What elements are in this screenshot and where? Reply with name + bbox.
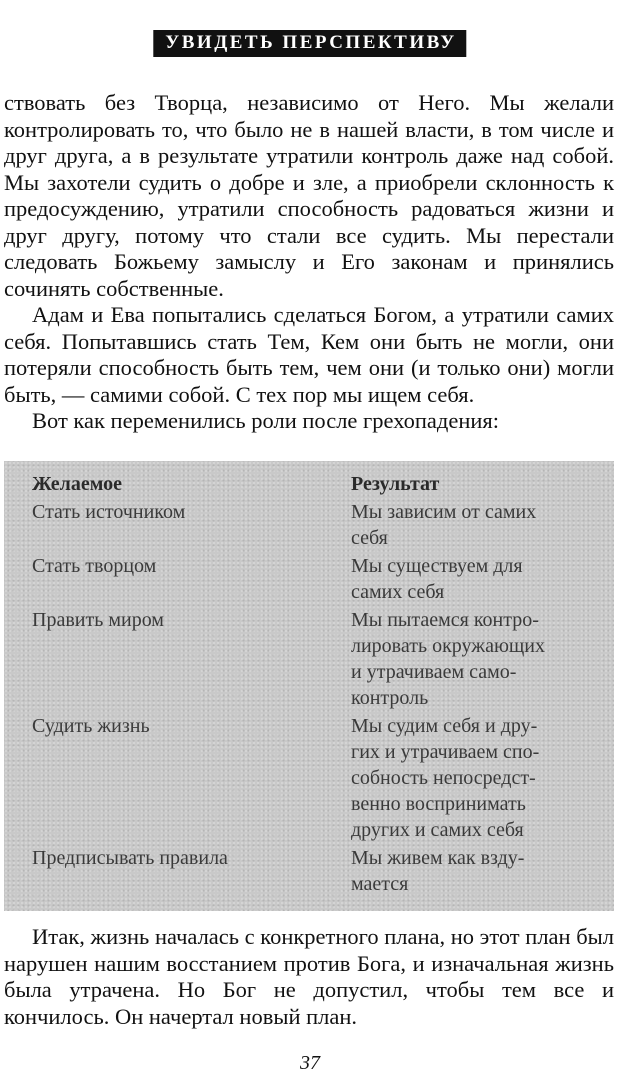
page-number: 37 <box>300 1052 320 1074</box>
comparison-table <box>32 471 602 899</box>
table-header-result: Результат <box>351 473 440 495</box>
table-cell-desired: Предписывать правила <box>32 847 228 869</box>
table-cell-result: Мы пытаемся контро- лировать окружающих и утрачиваем само- контроль <box>351 609 546 709</box>
paragraph: Итак, жизнь началась с конкретного плана, но этот план был нарушен нашим восстанием против Бога, и изначальная жизнь была утрачена. Но Бог не допустил, чтобы тем все и кончилось. Он начертал новый план. <box>4 924 614 1029</box>
table-row <box>32 553 602 605</box>
table-cell-desired: Судить жизнь <box>32 715 150 737</box>
table-cell-desired: Стать творцом <box>32 555 157 577</box>
table-cell-desired: Стать источником <box>32 501 186 523</box>
table-row <box>32 499 602 551</box>
table-header-row <box>32 471 602 497</box>
table-cell-desired: Править миром <box>32 609 164 631</box>
running-head: УВИДЕТЬ ПЕРСПЕКТИВУ <box>153 30 466 57</box>
comparison-table-box <box>4 461 614 911</box>
body-text-top <box>4 90 614 435</box>
table-cell-result: Мы судим себя и дру- гих и утрачиваем спо- собность непосредст- венно воспринимать других и самих себя <box>351 715 540 841</box>
table-row <box>32 607 602 711</box>
table-cell-result: Мы зависим от самих себя <box>351 501 537 549</box>
table-header-desired: Желаемое <box>32 473 122 495</box>
paragraph: ствовать без Творца, независимо от Него. Мы желали контролировать то, что было не в нашей власти, в том числе и друг друга, а в результате утратили контроль даже над собой. Мы захотели судить о добре и зле, а приобрели склонность к предосуждению, утратили способность радоваться жизни и друг другу, потому что стали все судить. Мы перестали следовать Божьему замыслу и Его законам и принялись сочинять собственные. <box>4 90 614 301</box>
table-row <box>32 713 602 843</box>
table-row <box>32 845 602 897</box>
table-cell-result: Мы живем как взду- мается <box>351 847 525 895</box>
table-cell-result: Мы существуем для самих себя <box>351 555 523 603</box>
paragraph: Вот как переменились роли после грехопадения: <box>32 408 499 433</box>
paragraph: Адам и Ева попытались сделаться Богом, а утратили самих себя. Попытавшись стать Тем, Кем они быть не могли, они потеряли способность быть тем, чем они (и только они) могли быть, — самими собой. С тех пор мы ищем себя. <box>4 302 614 407</box>
body-text-bottom <box>4 924 614 1030</box>
